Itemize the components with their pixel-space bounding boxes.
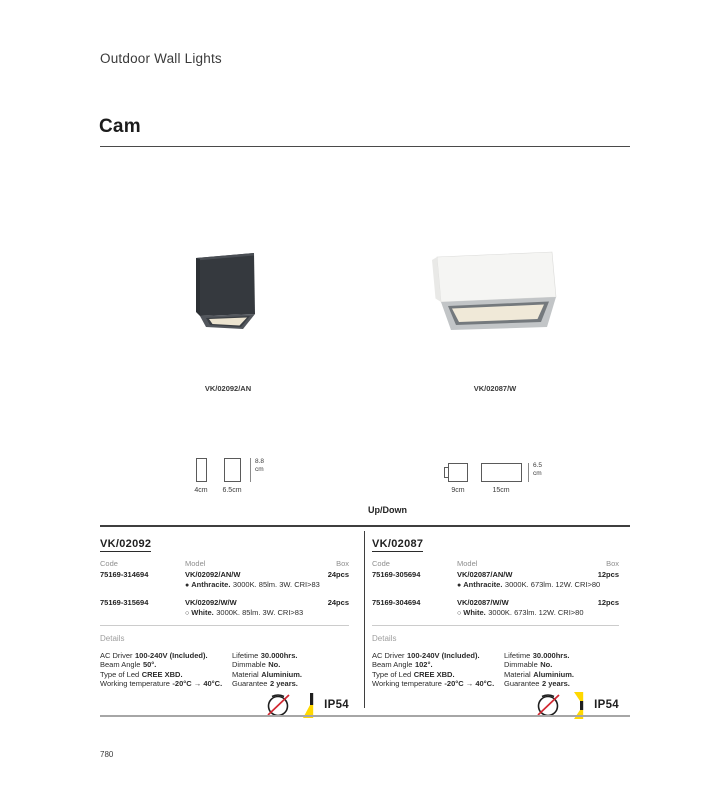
product-section-vk02092 [100,532,349,719]
spec-line [100,660,232,669]
finish-swatch-icon: ○ [457,610,462,617]
row-model: VK/02092/AN/W [185,570,241,579]
details-column-left [100,651,232,689]
finish-swatch-icon: ● [457,582,462,589]
spec-label: Material [232,669,259,679]
product-photo-vk02092 [190,250,270,350]
dim-height-line [250,458,251,482]
details-label: Details [100,634,125,643]
spec-line [372,660,504,669]
details-column-right [232,651,302,689]
spec-value: 2 years. [541,679,570,689]
row-code: 75169-305694 [372,570,421,579]
spec-label: Type of Led [100,669,140,679]
product-caption: VK/02087/W [473,384,517,393]
spec-label: Dimmable [504,660,538,670]
variant-line [100,608,349,618]
spec-line [232,651,302,660]
spec-value: Aluminium. [533,669,575,679]
spec-label: Lifetime [504,651,531,660]
row-box: 12pcs [597,598,619,607]
details-label: Details [372,634,397,643]
spec-value: 100-240V (Included). [407,651,480,660]
spec-value: -20°C → 40°C. [172,679,223,689]
spec-value: No. [268,660,281,670]
spec-value: 30.000hrs. [260,651,298,660]
spec-line [232,679,302,688]
header-model: Model [457,559,478,568]
dim-height-value: 8.8 [255,458,265,465]
spec-line [100,670,232,679]
dim-height-label [533,462,542,477]
header-model: Model [185,559,206,568]
row-model: VK/02087/AN/W [457,570,513,579]
table-row [372,598,619,607]
spec-value: 2 years. [269,679,298,689]
spec-label: Lifetime [232,651,259,660]
spec-value: Aluminium. [261,669,303,679]
table-row [372,570,619,579]
orientation-label: Up/Down [368,505,407,515]
column-divider [364,531,365,708]
spec-value: CREE XBD. [413,669,455,679]
variant-line [372,608,619,618]
product-section-vk02087 [372,532,619,719]
header-box: Box [606,559,619,568]
product-photo-vk02087 [425,250,565,345]
dim-width-label: 6.5cm [222,487,242,494]
spec-line [504,651,574,660]
variant-line [372,580,619,590]
title-rule [100,146,630,147]
dim-rect-depth [196,458,207,482]
variant-finish: Anthracite. [463,580,503,589]
spec-line [372,670,504,679]
spec-line [100,651,232,660]
row-code: 75169-314694 [100,570,149,579]
details-separator [372,625,619,626]
dim-width-label: 4cm [194,487,208,494]
dim-height-unit: cm [255,465,264,473]
spec-label: Guarantee [504,679,540,689]
details-column-left [372,651,504,689]
row-code: 75169-304694 [372,598,421,607]
variant-line [100,580,349,590]
spec-line [504,660,574,669]
table-row [100,598,349,607]
dim-height-value: 6.5 [533,462,543,469]
dim-rect-depth [448,463,468,482]
variant-specs: 3000K. 673lm. 12W. CRI>80 [488,608,584,617]
spec-label: Material [504,669,531,679]
spec-label: Beam Angle [372,660,413,670]
spec-label: Working temperature [100,679,170,689]
variant-specs: 3000K. 85lm. 3W. CRI>83 [232,580,320,589]
dim-height-line [528,463,529,482]
details-block [372,651,619,689]
spec-line [372,679,504,688]
spec-value: 102°. [414,660,433,670]
row-box: 24pcs [327,570,349,579]
spec-label: AC Driver [100,651,133,660]
dim-height-unit: cm [533,469,542,477]
spec-value: -20°C → 40°C. [444,679,495,689]
ip-rating-label: IP54 [324,699,349,712]
dim-rect-width [481,463,522,482]
row-box: 12pcs [597,570,619,579]
variant-specs: 3000K. 85lm. 3W. CRI>83 [216,608,304,617]
product-caption: VK/02092/AN [204,384,252,393]
details-block [100,651,349,689]
header-box: Box [336,559,349,568]
variant-finish: White. [463,608,486,617]
section-top-rule [100,525,630,527]
header-code: Code [100,559,118,568]
details-separator [100,625,349,626]
dim-width-label: 15cm [492,487,510,494]
row-model: VK/02087/W/W [457,598,509,607]
page-title: Cam [99,116,141,137]
spec-label: Dimmable [232,660,266,670]
row-model: VK/02092/W/W [185,598,237,607]
spec-value: 30.000hrs. [532,651,570,660]
finish-swatch-icon: ● [185,582,190,589]
spec-label: Guarantee [232,679,268,689]
spec-line [504,670,574,679]
spec-value: No. [540,660,553,670]
spec-line [372,651,504,660]
dim-width-label: 9cm [451,487,465,494]
header-code: Code [372,559,390,568]
section-heading: VK/02087 [372,538,424,550]
table-header-row [100,559,349,568]
details-column-right [504,651,574,689]
section-heading: VK/02092 [100,538,152,550]
spec-label: AC Driver [372,651,405,660]
spec-label: Type of Led [372,669,412,679]
table-row [100,570,349,579]
spec-label: Working temperature [372,679,442,689]
spec-label: Beam Angle [100,660,141,670]
spec-value: 50°. [142,660,157,670]
spec-value: 100-240V (Included). [135,651,208,660]
footer-rule [100,715,630,717]
category-label: Outdoor Wall Lights [100,51,222,66]
dim-rect-width [224,458,241,482]
spec-line [100,679,232,688]
spec-line [232,660,302,669]
variant-finish: White. [191,608,214,617]
finish-swatch-icon: ○ [185,610,190,617]
page-number: 780 [100,750,114,759]
spec-value: CREE XBD. [141,669,183,679]
spec-line [232,670,302,679]
table-header-row [372,559,619,568]
ip-rating-label: IP54 [594,699,619,712]
dim-height-label [255,458,264,473]
row-code: 75169-315694 [100,598,149,607]
variant-finish: Anthracite. [191,580,231,589]
variant-specs: 3000K. 673lm. 12W. CRI>80 [504,580,601,589]
spec-line [504,679,574,688]
row-box: 24pcs [327,598,349,607]
